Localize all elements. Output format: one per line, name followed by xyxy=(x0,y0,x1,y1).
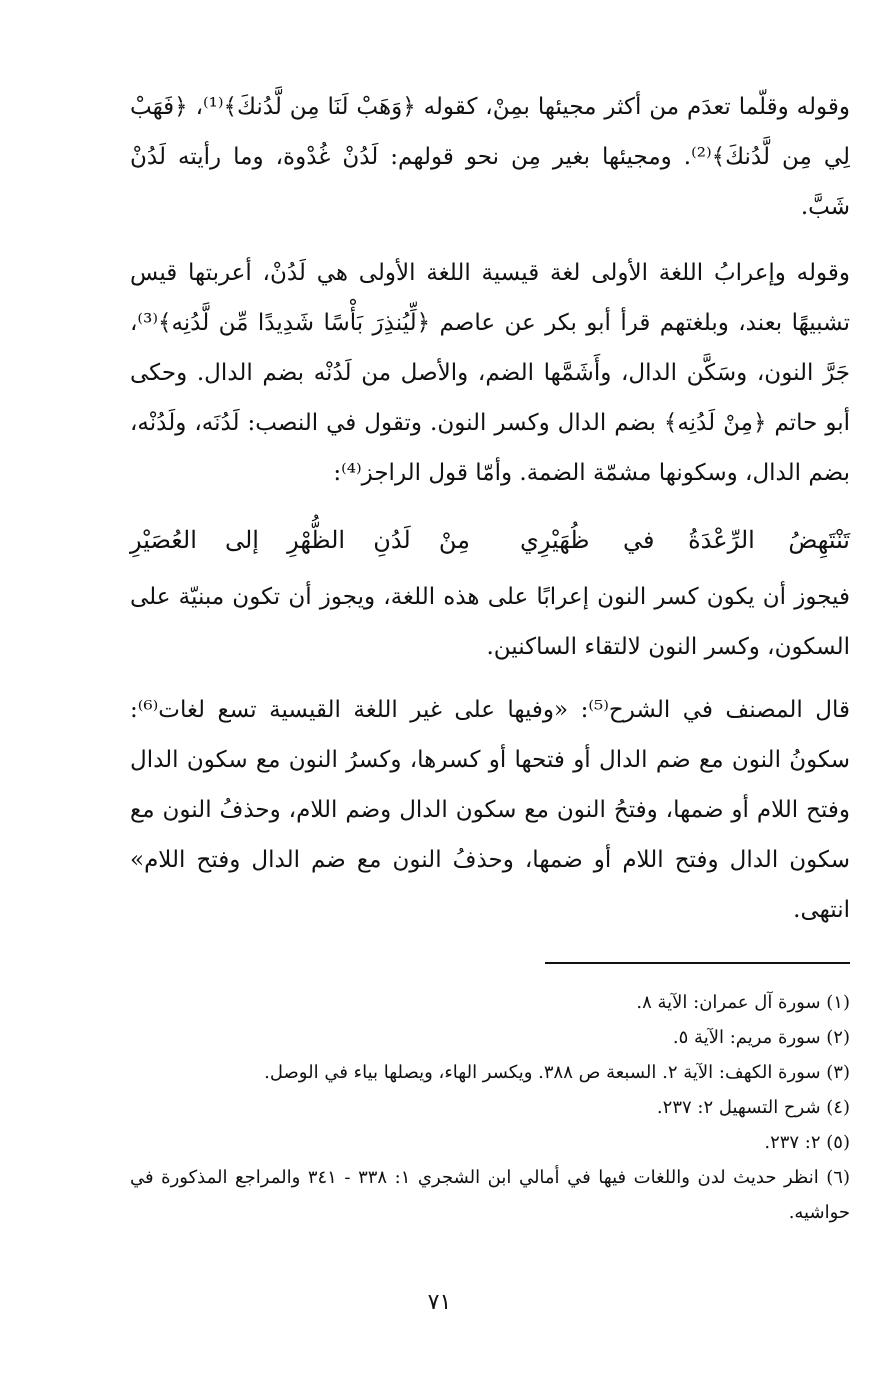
verse-second-hemistich xyxy=(130,515,470,565)
verse-word: إلى xyxy=(224,526,259,554)
verse-word: الظُّهْرِ xyxy=(287,526,346,554)
verse-first-hemistich xyxy=(520,515,850,565)
footnote-5: (٥) ٢: ٢٣٧. xyxy=(764,1132,850,1153)
footnote-1: (١) سورة آل عمران: الآية ٨. xyxy=(636,992,850,1013)
verse-word: الرِّعْدَةُ xyxy=(688,526,755,554)
footnote-6: (٦) انظر حديث لدن واللغات فيها في أمالي ابن الشجري ١: ٣٣٨ - ٣٤١ والمراجع المذكورة في حواشيه. xyxy=(130,1167,850,1223)
paragraph-text: فيجوز أن يكون كسر النون إعرابًا على هذه اللغة، ويجوز أن تكون مبنيّة على السكون، وكسر النون لالتقاء الساكنين. xyxy=(130,584,850,660)
paragraph-text: وقوله وقلّما تعدَم من أكثر مجيئها بمِنْ، كقوله ﴿وَهَبْ لَنَا مِن لَّدُنكَ﴾⁽¹⁾، ﴿فَهَبْ لِي مِن لَّدُنكَ﴾⁽²⁾. ومجيئها بغير مِن نحو قولهم: لَدُنْ غُدْوة، وما رأيته لَدُنْ شَبَّ. xyxy=(130,94,850,220)
verse-word: تَنْتَهِضُ xyxy=(788,526,850,554)
footnote-3: (٣) سورة الكهف: الآية ٢. السبعة ص ٣٨٨. ويكسر الهاء، ويصلها بياء في الوصل. xyxy=(264,1062,850,1083)
footnote-4: (٤) شرح التسهيل ٢: ٢٣٧. xyxy=(656,1097,850,1118)
paragraph-1 xyxy=(130,82,850,232)
footnote-2: (٢) سورة مريم: الآية ٥. xyxy=(672,1027,850,1048)
paragraph-text: وقوله وإعرابُ اللغة الأولى لغة قيسية اللغة الأولى هي لَدُنْ، أعربتها قيس تشبيهًا بعند، وبلغتهم قرأ أبو بكر عن عاصم ﴿لِّيُنذِرَ بَأْسًا شَدِيدًا مِّن لَّدُنِه﴾⁽³⁾، جَرَّ النون، وسَكَّن الدال، وأَشَمَّها الضم، والأصل من لَدُنْه بضم الدال. وحكى أبو حاتم ﴿مِنْ لَدُنِه﴾ بضم الدال وكسر النون. وتقول في النصب: لَدُنَه، ولَدُنْه، بضم الدال، وسكونها مشمّة الضمة. وأمّا قول الراجز⁽⁴⁾: xyxy=(130,260,850,486)
paragraph-4 xyxy=(130,685,850,935)
verse-word: العُصَيْرِ xyxy=(130,526,197,554)
paragraph-3 xyxy=(130,572,850,672)
verse-line xyxy=(130,515,850,565)
paragraph-text: قال المصنف في الشرح⁽⁵⁾: «وفيها على غير اللغة القيسية تسع لغات⁽⁶⁾: سكونُ النون مع ضم الدال أو فتحها أو كسرها، وكسرُ النون مع سكون الدال وفتح اللام أو ضمها، وفتحُ النون مع سكون الدال وضم اللام، وحذفُ النون مع سكون الدال وفتح اللام أو ضمها، وحذفُ النون مع ضم الدال وفتح اللام» انتهى. xyxy=(130,697,850,923)
footnotes xyxy=(130,985,850,1230)
verse-word: لَدُنِ xyxy=(373,526,411,554)
verse-word: في xyxy=(623,526,655,554)
page-number: ٧١ xyxy=(427,1290,452,1315)
verse-word: ظُهَيْرِي xyxy=(520,526,590,554)
verse-word: مِنْ xyxy=(438,526,470,554)
footnote-divider xyxy=(545,962,850,964)
paragraph-2 xyxy=(130,248,850,498)
